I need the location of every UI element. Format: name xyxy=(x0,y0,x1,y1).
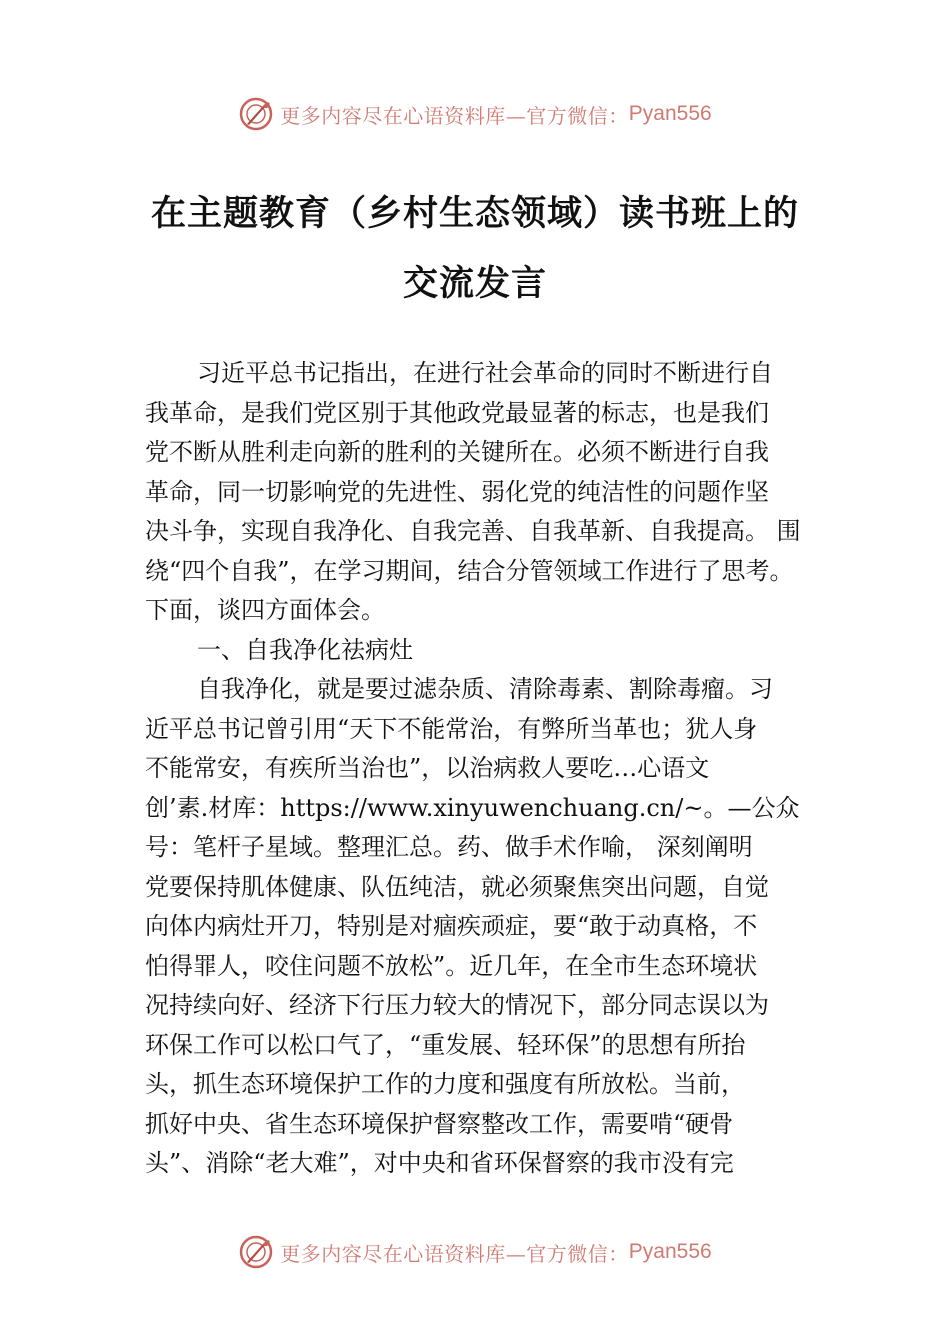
banner-wechat-id: Pyan556 xyxy=(628,1240,712,1263)
banner-text: 更多内容尽在心语资料库—官方微信： xyxy=(280,1241,629,1266)
document-title-line-1: 在主题教育（乡村生态领域）读书班上的 xyxy=(150,194,799,234)
body-line: 近平总书记曾引用“天下不能常治，有弊所当革也；犹人身 xyxy=(145,714,758,743)
quill-pen-logo-icon xyxy=(238,96,274,132)
body-line: 革命，同一切影响党的先进性、弱化党的纯洁性的问题作坚 xyxy=(145,477,769,506)
body-line: 向体内病灶开刀，特别是对痼疾顽症，要“敢于动真格，不 xyxy=(145,912,758,940)
header-watermark-banner xyxy=(0,94,950,134)
body-line: 怕得罪人，咬住问题不放松”。近几年，在全市生态环境状 xyxy=(145,951,758,980)
body-line: 绕“四个自我”，在学习期间，结合分管领域工作进行了思考。 xyxy=(145,556,794,585)
body-line: 况持续向好、经济下行压力较大的情况下，部分同志误以为 xyxy=(145,991,769,1019)
document-title-line-2: 交流发言 xyxy=(402,264,547,304)
body-line: 号：笔杆子星域。整理汇总。药、做手术作喻， 深刻阐明 xyxy=(145,833,753,861)
body-line: 头，抓生态环境保护工作的力度和强度有所放松。当前， xyxy=(145,1070,745,1098)
body-line: 决斗争，实现自我净化、自我完善、自我革新、自我提高。 围 xyxy=(145,517,801,545)
body-line: 我革命，是我们党区别于其他政党最显著的标志，也是我们 xyxy=(145,398,769,427)
section-heading: 一、自我净化祛病灶 xyxy=(197,635,413,664)
body-line: 创’素.材库：https://www.xinyuwenchuang.cn/~。—公众 xyxy=(145,793,800,822)
body-line: 下面，谈四方面体会。 xyxy=(145,596,385,624)
body-line: 抓好中央、省生态环境保护督察整改工作，需要啃“硬骨 xyxy=(145,1109,734,1138)
body-line: 习近平总书记指出，在进行社会革命的同时不断进行自 xyxy=(197,359,773,387)
body-line: 党要保持肌体健康、队伍纯洁，就必须聚焦突出问题，自觉 xyxy=(145,872,769,901)
footer-watermark-banner xyxy=(0,1232,950,1272)
body-line: 党不断从胜利走向新的胜利的关键所在。必须不断进行自我 xyxy=(145,438,769,466)
banner-text: 更多内容尽在心语资料库—官方微信： xyxy=(280,103,629,128)
body-line: 不能常安，有疾所当治也”，以治病救人要吃…心语文 xyxy=(145,754,710,782)
body-line: 环保工作可以松口气了，“重发展、轻环保”的思想有所抬 xyxy=(145,1030,746,1059)
banner-wechat-id: Pyan556 xyxy=(628,102,712,125)
body-line: 自我净化，就是要过滤杂质、清除毒素、割除毒瘤。习 xyxy=(197,675,773,703)
document-body xyxy=(145,354,821,1184)
quill-pen-logo-icon xyxy=(238,1234,274,1270)
body-line: 头”、消除“老大难”，对中央和省环保督察的我市没有完 xyxy=(145,1149,734,1177)
